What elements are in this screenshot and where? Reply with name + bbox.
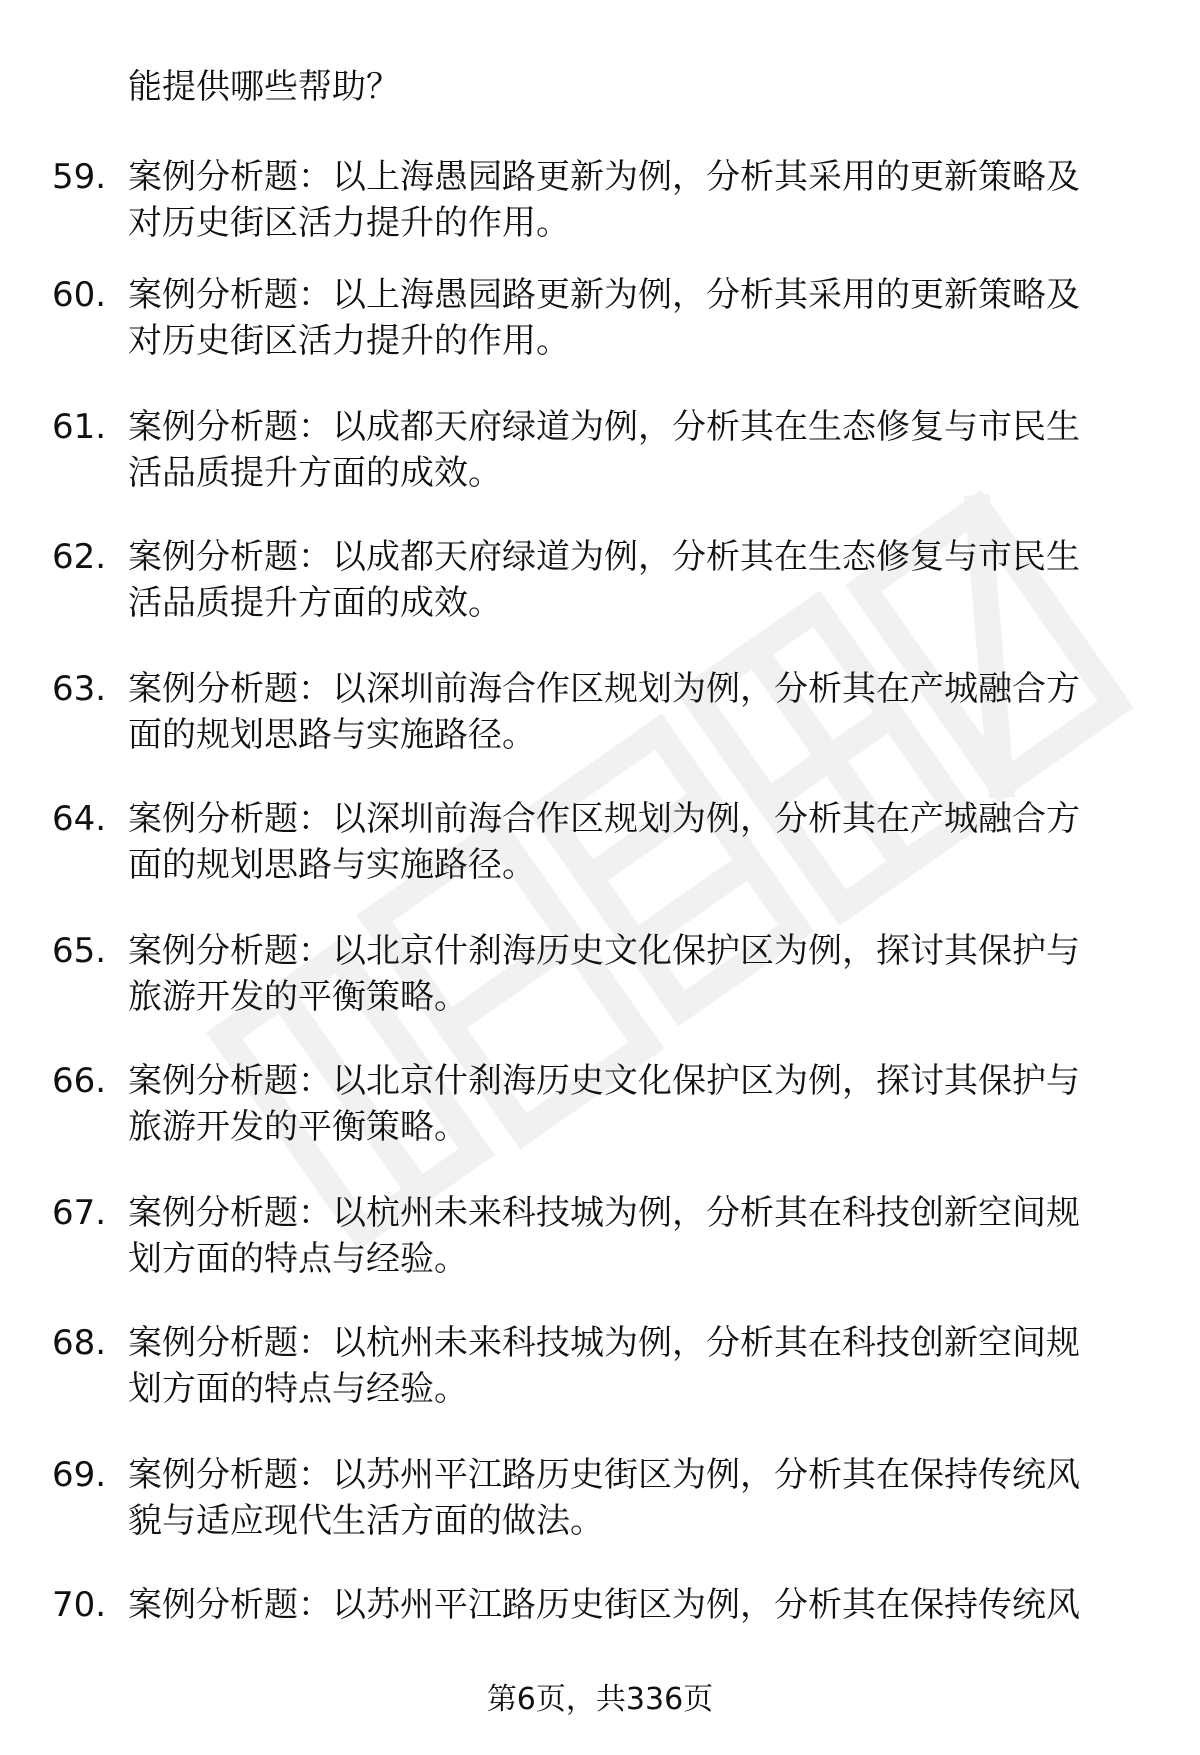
question-text	[128, 404, 1148, 496]
question-line: 案例分析题：以成都天府绿道为例，分析其在生态修复与市民生	[128, 407, 1080, 447]
question-line: 对历史街区活力提升的作用。	[128, 203, 570, 243]
question-line: 案例分析题：以苏州平江路历史街区为例，分析其在保持传统风	[128, 1455, 1080, 1495]
question-line: 对历史街区活力提升的作用。	[128, 321, 570, 361]
question-line: 面的规划思路与实施路径。	[128, 845, 536, 885]
question-line: 案例分析题：以深圳前海合作区规划为例，分析其在产城融合方	[128, 669, 1080, 709]
question-line: 案例分析题：以北京什刹海历史文化保护区为例，探讨其保护与	[128, 931, 1080, 971]
question-text	[128, 796, 1148, 888]
question-line: 划方面的特点与经验。	[128, 1369, 468, 1409]
question-line: 貌与适应现代生活方面的做法。	[128, 1501, 604, 1541]
question-line: 划方面的特点与经验。	[128, 1239, 468, 1279]
question-line: 案例分析题：以杭州未来科技城为例，分析其在科技创新空间规	[128, 1323, 1080, 1363]
question-text	[128, 666, 1148, 758]
question-number: 68.	[52, 1323, 107, 1363]
question-line: 面的规划思路与实施路径。	[128, 715, 536, 755]
question-line: 旅游开发的平衡策略。	[128, 1107, 468, 1147]
question-line: 活品质提升方面的成效。	[128, 583, 502, 623]
question-number: 66.	[52, 1061, 107, 1101]
question-text	[128, 1452, 1148, 1544]
question-line: 活品质提升方面的成效。	[128, 453, 502, 493]
question-text	[128, 272, 1148, 364]
question-line: 案例分析题：以成都天府绿道为例，分析其在生态修复与市民生	[128, 537, 1080, 577]
question-number: 69.	[52, 1455, 107, 1495]
question-number: 62.	[52, 537, 107, 577]
question-number: 63.	[52, 669, 107, 709]
question-text	[128, 1320, 1148, 1412]
question-text	[128, 534, 1148, 626]
question-text	[128, 1190, 1148, 1282]
question-number: 64.	[52, 799, 107, 839]
question-number: 59.	[52, 157, 107, 197]
question-text	[128, 928, 1148, 1020]
question-text	[128, 1058, 1148, 1150]
question-line: 案例分析题：以北京什刹海历史文化保护区为例，探讨其保护与	[128, 1061, 1080, 1101]
question-number: 70.	[52, 1585, 107, 1625]
question-line: 案例分析题：以杭州未来科技城为例，分析其在科技创新空间规	[128, 1193, 1080, 1233]
question-text	[128, 154, 1148, 246]
question-line: 案例分析题：以深圳前海合作区规划为例，分析其在产城融合方	[128, 799, 1080, 839]
question-number: 67.	[52, 1193, 107, 1233]
question-line: 案例分析题：以上海愚园路更新为例，分析其采用的更新策略及	[128, 275, 1080, 315]
question-number: 60.	[52, 275, 107, 315]
question-number: 65.	[52, 931, 107, 971]
question-line: 旅游开发的平衡策略。	[128, 977, 468, 1017]
question-text	[128, 1582, 1148, 1628]
question-line: 案例分析题：以苏州平江路历史街区为例，分析其在保持传统风	[128, 1585, 1080, 1625]
question-number: 61.	[52, 407, 107, 447]
continued-text: 能提供哪些帮助？	[128, 67, 400, 107]
page-footer: 第6页，共336页	[486, 1682, 714, 1717]
question-line: 案例分析题：以上海愚园路更新为例，分析其采用的更新策略及	[128, 157, 1080, 197]
